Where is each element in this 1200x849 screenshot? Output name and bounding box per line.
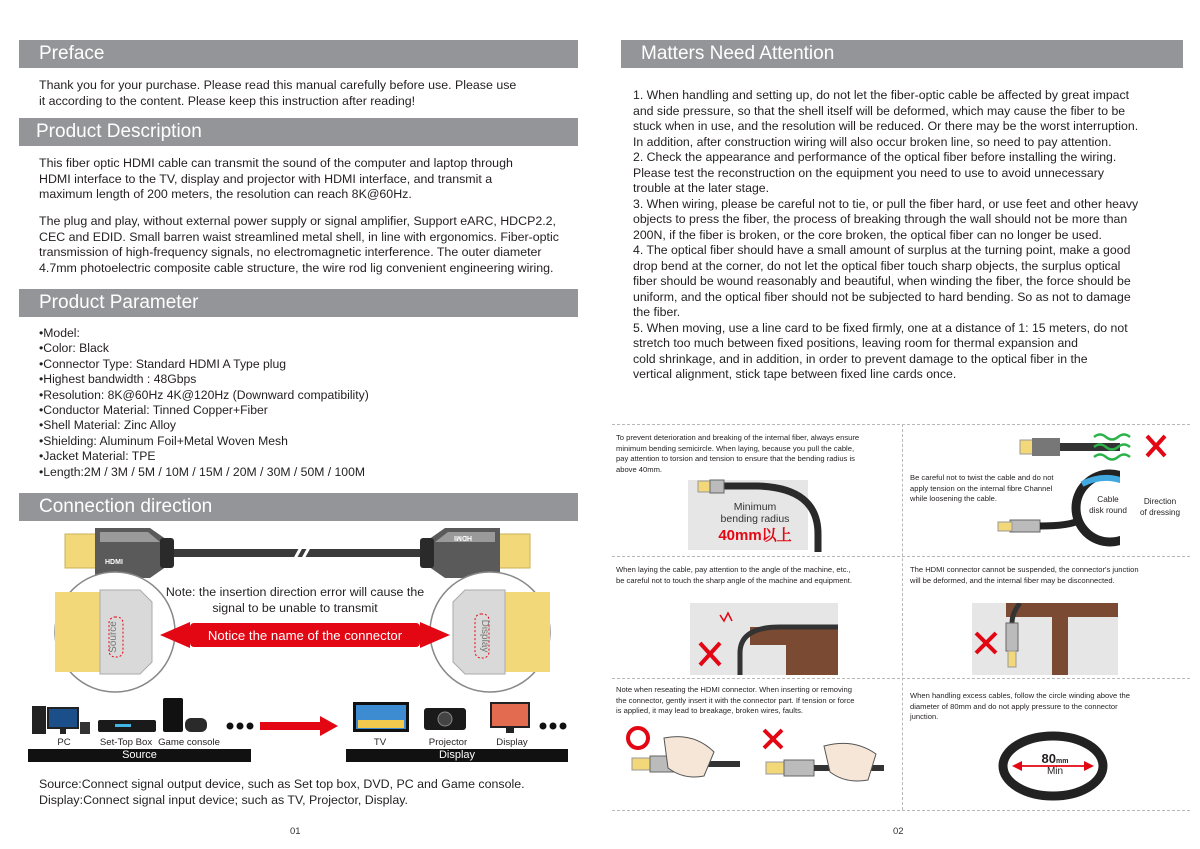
device-label-tv: TV <box>373 737 387 748</box>
parameter-header <box>19 289 578 317</box>
tip-bending-value: 40mm以上 <box>718 527 792 544</box>
device-label-pc: PC <box>57 737 71 748</box>
tip-twist-illustration <box>1010 428 1180 468</box>
tip-bending-caption-line1: Minimum <box>733 501 777 513</box>
description-para2: The plug and play, without external power supply or signal amplifier, Support eARC, HDCP2.2, CEC and EDID. Small barren waist streamlined metal shell, in line with ergonomics. Fiber-optic transmission of high-frequency signals, no electromagnetic interference. The outer diameter 4.7mm photoelectric composite cable structure, the wire rod lig convenient engineering wiring. <box>39 214 559 275</box>
tip-bending-caption <box>700 501 810 525</box>
parameter-list <box>39 326 584 480</box>
tip-coil-number: 80 <box>1041 751 1056 766</box>
connection-note: Note: the insertion direction error will cause the signal to be unable to transmit <box>165 585 425 615</box>
device-label-settop: Set-Top Box <box>99 737 153 748</box>
display-connector <box>420 528 530 578</box>
attention-title: Matters Need Attention <box>641 43 835 64</box>
source-hdmi-logo: HDMI <box>105 559 123 566</box>
tip-bending-text: To prevent deterioration and breaking of the internal fiber, always ensure minimum bending semicircle. When laying, because you pull the cable, pay attention to torsion and tension to ensure that the bending radius is above 40mm. <box>616 433 860 474</box>
flow-arrow <box>260 716 338 736</box>
preface-title: Preface <box>39 43 105 64</box>
tip-reseat-illustration <box>624 724 892 786</box>
page-number-right: 02 <box>893 826 904 837</box>
display-hdmi-logo: HDMI <box>454 534 472 541</box>
display-connector-label: Display <box>479 619 490 653</box>
tip-coil-min: Min <box>1046 766 1064 777</box>
parameter-item: •Color: Black <box>39 341 109 356</box>
description-para1: This fiber optic HDMI cable can transmit the sound of the computer and laptop through HDMI interface to the TV, display and projector with HDMI interface, and transmit a maximum length of 200 meters, the resolution can reach 8K@60Hz. <box>39 156 513 201</box>
attention-body: 1. When handling and setting up, do not let the fiber-optic cable be affected by great impact and side pressure, so that the shell itself will be deformed, which may cause the fiber to be stuck when in use, and the resolution will be reduced. Or there may be the worst interruption. In addition, after construction wiring will also occur broken line, so need to pay attention. 2. Check the appearance and performance of the optical fiber before installing the wiring. Please test the reconstruction on the equipment you need to use to avoid unnecessary trouble at the later stage. 3. When wiring, please be careful not to tie, or pull the fiber hard, or use feet and other heavy objects to press the fiber, the process of breaking through the wall should not be more than 200N, if the fiber is broken, or the core broken, the optical fiber can no longer be used. 4. The optical fiber should have a small amount of surplus at the turning point, make a good drop bend at the corner, do not let the optical fiber touch sharp objects, the surplus optical fiber should be wound reasonably and beautiful, when winding the fiber, the force should be uniform, and the optical fiber should not be subjected to hard bending. So as not to damage the fiber. 5. When moving, use a line card to be fixed firmly, one at a distance of 1: 15 meters, do not stretch too much between fixed positions, leaving room for thermal expansion and cold shrinkage, and in addition, in order to prevent damage to the optical fiber in the vertical alignment, stick tape between fixed line cards once. <box>633 88 1139 381</box>
tip-bending-caption-line2: bending radius <box>720 513 790 525</box>
connection-footer: Source:Connect signal output device, such as Set top box, DVD, PC and Game console. Display:Connect signal input device; such as TV, Projector, Display. <box>39 777 525 807</box>
tip-suspend-illustration <box>972 603 1118 675</box>
attention-header <box>621 40 1183 68</box>
tip-twist-text: Be careful not to twist the cable and do not apply tension on the internal fibre Channel while loosening the cable. <box>910 473 1054 504</box>
tip-coil-text: When handling excess cables, follow the circle winding above the diameter of 80mm and do not apply pressure to the connector junction. <box>910 691 1130 722</box>
preface-body: Thank you for your purchase. Please read this manual carefully before use. Please use it according to the content. Please keep this instruction after reading! <box>39 78 517 108</box>
source-connector <box>65 528 174 578</box>
tip-twist-cable-label: Cable disk round <box>1089 495 1127 515</box>
source-bar-label: Source <box>122 749 157 761</box>
connection-title: Connection direction <box>39 496 213 517</box>
source-connector-label: Source <box>108 621 119 653</box>
parameter-item: •Highest bandwidth : 48Gbps <box>39 372 197 387</box>
preface-header <box>19 40 578 68</box>
page-number-left: 01 <box>290 826 301 837</box>
parameter-item: •Jacket Material: TPE <box>39 449 156 464</box>
parameter-item: •Connector Type: Standard HDMI A Type plug <box>39 356 287 371</box>
tip-suspend-text: The HDMI connector cannot be suspended, the connector's junction will be deformed, and the internal fiber may be disconnected. <box>910 565 1139 585</box>
device-label-projector: Projector <box>428 737 468 748</box>
display-devices-illustration <box>353 702 567 733</box>
tip-sharp-angle-text: When laying the cable, pay attention to the angle of the machine, etc., be careful not to touch the sharp angle of the machine and equipment. <box>616 565 852 585</box>
description-header <box>19 118 578 146</box>
display-bar-label: Display <box>438 749 476 761</box>
device-label-display: Display <box>496 737 528 748</box>
parameter-item: •Shielding: Aluminum Foil+Metal Woven Mesh <box>39 433 288 448</box>
tip-sharp-angle-illustration <box>690 603 838 675</box>
parameter-item: •Model: <box>39 326 80 340</box>
parameter-item: •Shell Material: Zinc Alloy <box>39 418 177 433</box>
tip-reseat-text: Note when reseating the HDMI connector. When inserting or removing the connector, gently insert it with the connector part. If tension or force is applied, it may lead to breakage, broken wires, faults. <box>616 685 855 716</box>
device-label-console: Game console <box>158 737 220 748</box>
parameter-item: •Conductor Material: Tinned Copper+Fiber <box>39 403 268 418</box>
source-devices-illustration <box>32 698 254 734</box>
tip-coil-unit: mm <box>1056 758 1069 765</box>
connection-header <box>19 493 578 521</box>
parameter-item: •Resolution: 8K@60Hz 4K@120Hz (Downward compatibility) <box>39 387 369 402</box>
description-title: Product Description <box>36 121 202 142</box>
parameter-item: •Length:2M / 3M / 5M / 10M / 15M / 20M / 30M / 50M / 100M <box>39 464 366 479</box>
notice-label: Notice the name of the connector <box>207 628 403 643</box>
tip-twist-direction-label: Direction of dressing <box>1139 497 1181 517</box>
parameter-title: Product Parameter <box>39 292 199 313</box>
